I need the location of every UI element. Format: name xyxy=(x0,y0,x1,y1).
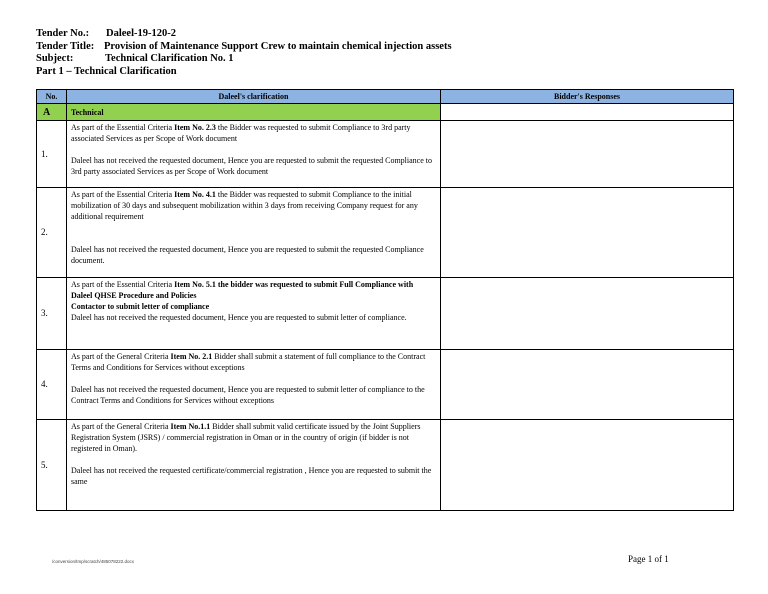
bidder-response-cell[interactable] xyxy=(441,121,734,188)
request-paragraph: Daleel has not received the requested document, Hence you are requested to submit letter of compliance to the Contract Terms and Conditions for Services without exceptions xyxy=(71,385,425,405)
row-number: 5. xyxy=(37,420,67,511)
tender-no-row xyxy=(36,28,452,41)
clarification-paragraph: As part of the General Criteria Item No. 2.1 Bidder shall submit a statement of full compliance to the Contract Terms and Conditions for Services without exceptions xyxy=(71,352,426,372)
table-row xyxy=(37,420,734,511)
section-row xyxy=(37,104,734,121)
row-number: 3. xyxy=(37,278,67,350)
table-row xyxy=(37,188,734,278)
subject-label: Subject: xyxy=(36,53,74,65)
criteria-item: Item No. 5.1 xyxy=(174,280,216,289)
clarification-table xyxy=(36,89,734,511)
clarification-cell xyxy=(67,350,441,420)
subject-row xyxy=(36,53,452,66)
row-number: 2. xyxy=(37,188,67,278)
row-number: 1. xyxy=(37,121,67,188)
document-header xyxy=(36,28,452,78)
criteria-item: Item No. 2.3 xyxy=(174,123,216,132)
tender-title-label: Tender Title: xyxy=(36,40,95,52)
tender-title-row xyxy=(36,41,452,54)
footer-page-number: Page 1 of 1 xyxy=(628,554,669,564)
tender-no-value: Daleel-19-120-2 xyxy=(106,28,176,39)
bidder-response-cell[interactable] xyxy=(441,350,734,420)
bidder-response-cell[interactable] xyxy=(441,278,734,350)
clarification-cell xyxy=(67,278,441,350)
footer-file-path: /conversion/tmp/scratch/485078222.docx xyxy=(52,559,135,564)
clarification-paragraph: As part of the General Criteria Item No.1.1 Bidder shall submit valid certificate issued by the Joint Suppliers Registration System (JSRS) / commercial registration in Oman or in the country of origin (if bidder is not registered in Oman). xyxy=(71,422,421,453)
criteria-item: Item No.1.1 xyxy=(170,422,211,431)
col-header-responses: Bidder's Responses xyxy=(441,90,734,104)
clarification-cell xyxy=(67,188,441,278)
clarification-paragraph: As part of the Essential Criteria Item No. 4.1 the Bidder was requested to submit Compliance to the initial mobilization of 30 days and subsequent mobilization within 3 days from receiving Company request for any additional requirement xyxy=(71,190,418,221)
criteria-item: Item No. 2.1 xyxy=(170,352,213,361)
section-response-cell[interactable] xyxy=(441,104,734,121)
table-row xyxy=(37,350,734,420)
clarification-cell xyxy=(67,420,441,511)
request-paragraph: Daleel has not received the requested document, Hence you are requested to submit letter of compliance. xyxy=(71,313,407,322)
bidder-response-cell[interactable] xyxy=(441,420,734,511)
table-row xyxy=(37,121,734,188)
tender-no-label: Tender No.: xyxy=(36,28,90,39)
part-title: Part 1 – Technical Clarification xyxy=(36,65,177,77)
col-header-clarification: Daleel's clarification xyxy=(67,90,441,104)
tender-title-value: Provision of Maintenance Support Crew to maintain chemical injection assets xyxy=(104,40,452,52)
request-paragraph: Daleel has not received the requested document, Hence you are requested to submit the requested Compliance document. xyxy=(71,245,424,265)
col-header-no: No. xyxy=(37,90,67,104)
subject-value: Technical Clarification No. 1 xyxy=(105,53,234,65)
section-label: Technical xyxy=(67,104,441,121)
clarification-paragraph: As part of the Essential Criteria Item No. 5.1 the bidder was requested to submit Full Compliance with Daleel QHSE Procedure and Policies xyxy=(71,280,414,300)
bidder-response-cell[interactable] xyxy=(441,188,734,278)
clarification-paragraph: As part of the Essential Criteria Item No. 2.3 the Bidder was requested to submit Compliance to 3rd party associated Services as per Scope of Work document xyxy=(71,123,411,143)
table-header-row xyxy=(37,90,734,104)
table-row xyxy=(37,278,734,350)
request-paragraph: Daleel has not received the requested document, Hence you are requested to submit the requested Compliance to 3rd party associated Services as per Scope of Work document xyxy=(71,156,432,176)
compliance-note: Contactor to submit letter of compliance xyxy=(71,302,210,311)
row-number: 4. xyxy=(37,350,67,420)
criteria-item: Item No. 4.1 xyxy=(174,190,216,199)
request-paragraph: Daleel has not received the requested certificate/commercial registration , Hence you are requested to submit the same xyxy=(71,466,432,486)
section-letter: A xyxy=(37,104,67,121)
clarification-cell xyxy=(67,121,441,188)
